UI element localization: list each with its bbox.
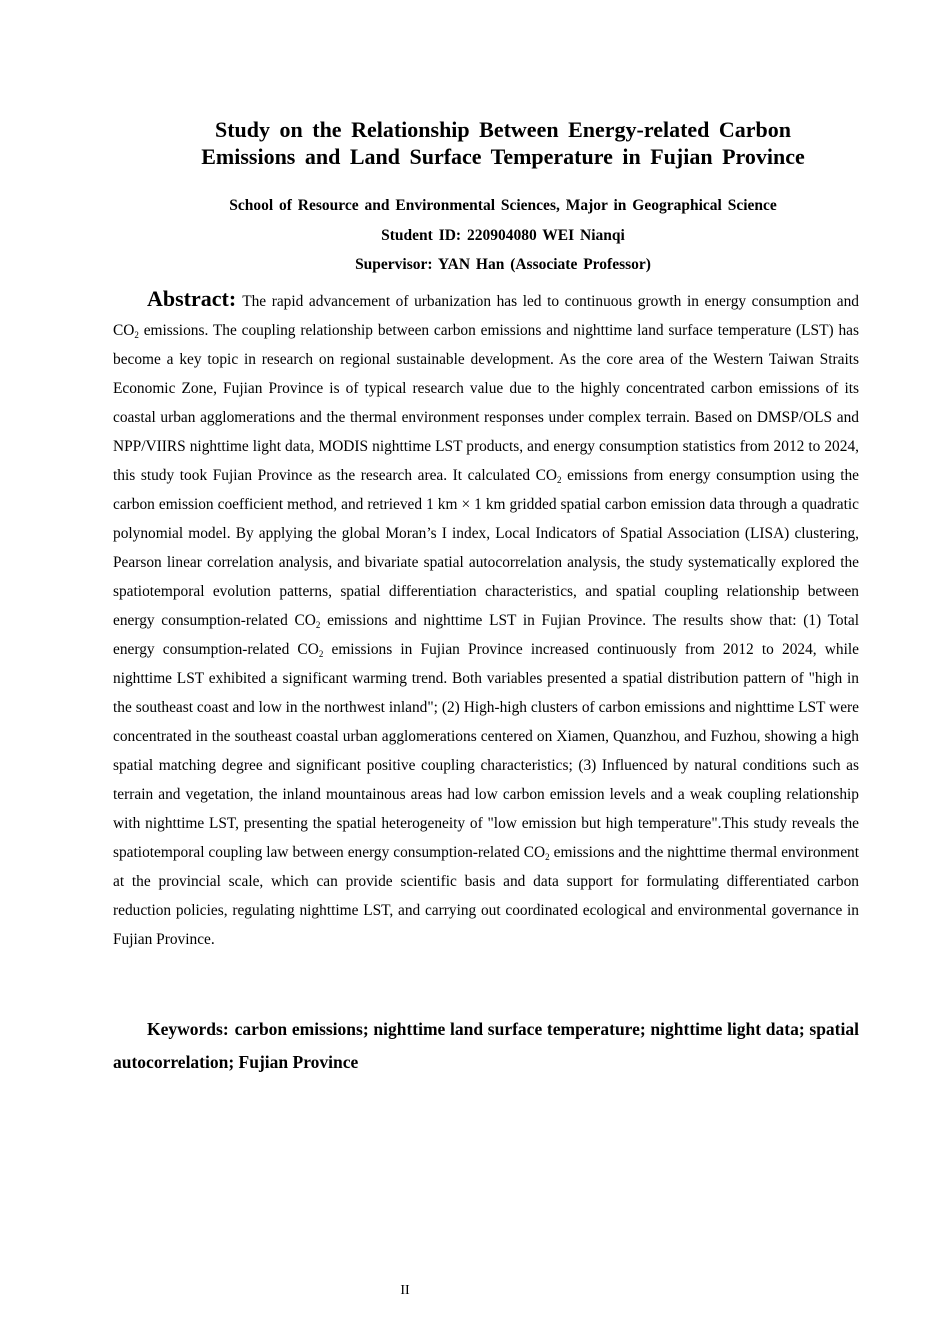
abstract-label: Abstract: [147, 286, 237, 311]
keywords-paragraph [113, 1013, 859, 1079]
supervisor-line: Supervisor: YAN Han (Associate Professor) [355, 256, 651, 273]
abstract-text-part-2: emissions. The coupling relationship between carbon emissions and nighttime land surface temperature (LST) has become a key topic in research on regional sustainable development. As the core area of the Western Taiwan Straits Economic Zone, Fujian Province is of typical research value due to the highly concentrated carbon emissions of its coastal urban agglomerations and the thermal environment responses under complex terrain. Based on DMSP/OLS and NPP/VIIRS nighttime light data, MODIS nighttime LST products, and energy consumption statistics from 2012 to 2024, this study took Fujian Province as the research area. It calculated CO [113, 322, 859, 484]
paper-title-line-2: Emissions and Land Surface Temperature in Fujian Province [201, 144, 805, 169]
school-major-line: School of Resource and Environmental Sciences, Major in Geographical Science [229, 197, 777, 214]
co2-subscript: 2 [315, 620, 321, 630]
co2-subscript: 2 [557, 475, 562, 485]
co2-subscript: 2 [134, 330, 139, 340]
paper-title [113, 116, 893, 170]
paper-title-line-1: Study on the Relationship Between Energy-related Carbon [214, 117, 792, 142]
keywords-label: Keywords: [147, 1019, 229, 1039]
abstract-text-part-3: emissions from energy consumption using the carbon emission coefficient method, and retrieved 1 km × 1 km gridded spatial carbon emission data through a quadratic polynomial model. By applying the global Moran’s I index, Local Indicators of Spatial Association (LISA) clustering, Pearson linear correlation analysis, and bivariate spatial autocorrelation analysis, the study systematically explored the spatiotemporal evolution patterns, spatial differentiation characteristics, and spatial coupling relationship between energy consumption-related CO [113, 467, 859, 629]
abstract-text-part-6: emissions and the nighttime thermal environment at the provincial scale, which can provide scientific basis and data support for formulating differentiated carbon reduction policies, regulating nighttime LST, and carrying out coordinated ecological and environmental governance in Fujian Province. [113, 844, 859, 948]
student-id-line: Student ID: 220904080 WEI Nianqi [381, 227, 625, 244]
co2-subscript: 2 [318, 649, 324, 659]
page-number: II [400, 1283, 410, 1298]
abstract-text-part-1: The rapid advancement of urbanization has led to continuous growth in energy consumption and CO [113, 293, 859, 339]
abstract-paragraph [113, 284, 859, 954]
abstract-text-part-5: emissions in Fujian Province increased continuously from 2012 to 2024, while nighttime LST exhibited a significant warming trend. Both variables presented a spatial distribution pattern of "high in the southeast coast and low in the northwest inland"; (2) High-high clusters of carbon emissions and nighttime LST were concentrated in the southeast coastal urban agglomerations centered on Xiamen, Quanzhou, and Fuzhou, showing a high spatial matching degree and significant positive coupling characteristics; (3) Influenced by natural conditions such as terrain and vegetation, the inland mountainous areas had low carbon emission levels and a weak coupling relationship with nighttime LST, presenting the spatial heterogeneity of "low emission but high temperature".This study reveals the spatiotemporal coupling law between energy consumption-related CO [113, 641, 859, 861]
keywords-text: carbon emissions; nighttime land surface temperature; nighttime light data; spatial autocorrelation; Fujian Province [113, 1019, 859, 1072]
abstract-text-part-4: emissions and nighttime LST in Fujian Province. The results show that: (1) Total energy consumption-related CO [113, 612, 859, 658]
co2-subscript: 2 [545, 852, 550, 862]
